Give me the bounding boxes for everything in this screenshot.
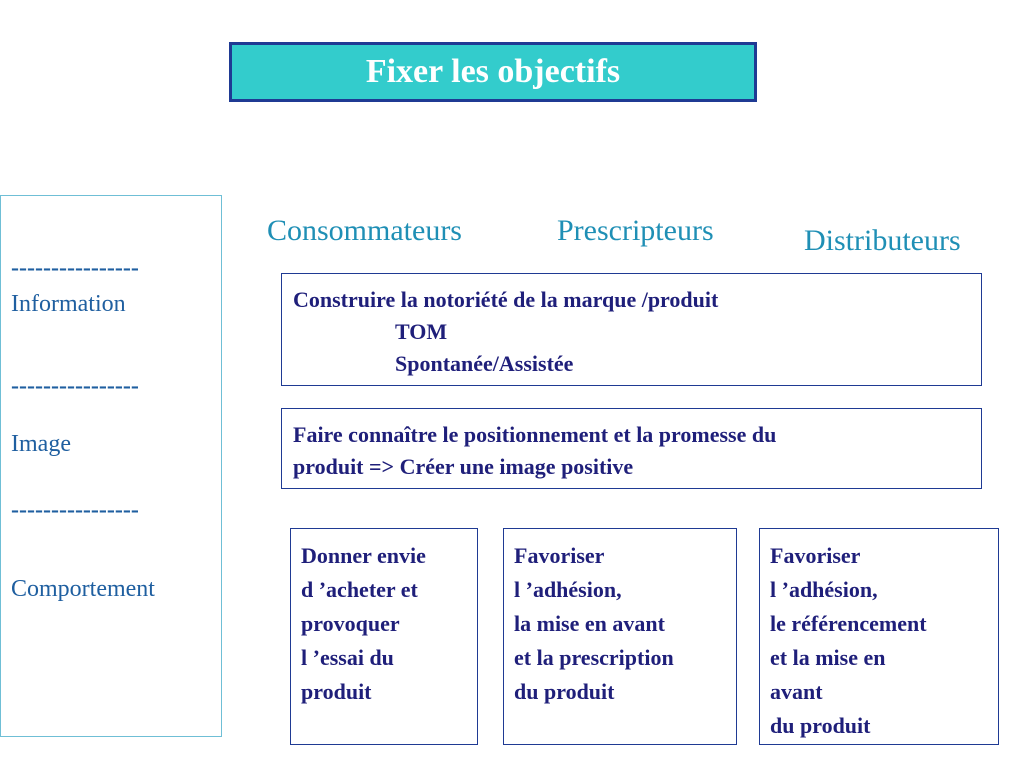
page-title: Fixer les objectifs (365, 53, 621, 90)
column-heading-prescripteurs: Prescripteurs (557, 214, 714, 247)
left-item-information: Information (11, 291, 126, 317)
distributors-line: avant (770, 679, 823, 704)
left-separator-3: ---------------- (11, 497, 139, 523)
prescribers-line: du produit (514, 679, 615, 704)
consumers-line: Donner envie (301, 543, 426, 568)
left-item-comportement: Comportement (11, 576, 155, 602)
column-heading-consommateurs: Consommateurs (267, 214, 462, 247)
awareness-line-2: TOM (395, 319, 448, 344)
consumers-line: d ’acheter et (301, 577, 418, 602)
image-line-2: produit => Créer une image positive (293, 454, 634, 479)
image-line-1: Faire connaître le positionnement et la promesse du (293, 422, 777, 447)
distributors-line: l ’adhésion, (770, 577, 878, 602)
distributors-line: et la mise en (770, 645, 886, 670)
prescribers-behavior-box (503, 528, 737, 745)
consumers-behavior-box (290, 528, 478, 745)
awareness-line-3: Spontanée/Assistée (395, 351, 574, 376)
column-heading-distributeurs: Distributeurs (804, 224, 961, 257)
title-banner (229, 42, 757, 102)
left-item-image: Image (11, 431, 71, 457)
consumers-line: l ’essai du (301, 645, 394, 670)
prescribers-line: Favoriser (514, 543, 605, 568)
distributors-line: le référencement (770, 611, 927, 636)
prescribers-line: l ’adhésion, (514, 577, 622, 602)
distributors-line: Favoriser (770, 543, 861, 568)
prescribers-line: et la prescription (514, 645, 674, 670)
image-box (281, 408, 982, 489)
awareness-box (281, 273, 982, 386)
left-separator-1: ---------------- (11, 255, 139, 281)
distributors-behavior-box (759, 528, 999, 745)
consumers-line: provoquer (301, 611, 400, 636)
left-separator-2: ---------------- (11, 373, 139, 399)
awareness-line-1: Construire la notoriété de la marque /produit (293, 287, 719, 312)
distributors-line: du produit (770, 713, 871, 738)
prescribers-line: la mise en avant (514, 611, 665, 636)
consumers-line: produit (301, 679, 372, 704)
